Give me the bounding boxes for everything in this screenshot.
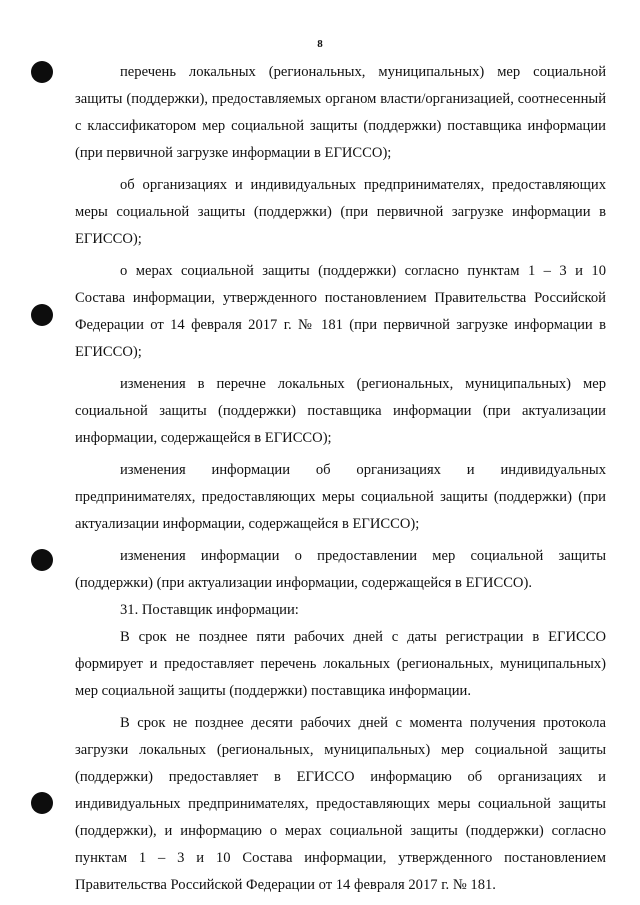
punch-hole-2 [31, 304, 53, 326]
paragraph-8: В срок не позднее пяти рабочих дней с даты регистрации в ЕГИССО формирует и предоставляет перечень локальных (региональных, муниципальных) мер социальной защиты (поддержки) поставщика информации. [75, 629, 606, 699]
document-body [75, 59, 606, 899]
page-number: 8 [317, 38, 323, 50]
paragraph-2: об организациях и индивидуальных предпринимателях, предоставляющих меры социальной защиты (поддержки) (при первичной загрузке информации в ЕГИССО); [75, 177, 606, 247]
paragraph-7: 31. Поставщик информации: [120, 602, 299, 618]
paragraph-6: изменения информации о предоставлении мер социальной защиты (поддержки) (при актуализации информации, содержащейся в ЕГИССО). [75, 548, 606, 591]
punch-hole-1 [31, 61, 53, 83]
punch-hole-3 [31, 549, 53, 571]
punch-hole-4 [31, 792, 53, 814]
paragraph-1: перечень локальных (региональных, муниципальных) мер социальной защиты (поддержки), предоставляемых органом власти/организацией, соотнесенный с классификатором мер социальной защиты (поддержки) поставщика информации (при первичной загрузке информации в ЕГИССО); [75, 64, 606, 161]
paragraph-3: о мерах социальной защиты (поддержки) согласно пунктам 1 – 3 и 10 Состава информации, утвержденного постановлением Правительства Российской Федерации от 14 февраля 2017 г. № 181 (при первичной загрузке информации в ЕГИССО); [75, 263, 606, 360]
paragraph-4: изменения в перечне локальных (региональных, муниципальных) мер социальной защиты (поддержки) поставщика информации (при актуализации информации, содержащейся в ЕГИССО); [75, 376, 606, 446]
paragraph-5: изменения информации об организациях и индивидуальных предпринимателях, предоставляющих меры социальной защиты (поддержки) (при актуализации информации, содержащейся в ЕГИССО); [75, 462, 606, 532]
paragraph-9: В срок не позднее десяти рабочих дней с момента получения протокола загрузки локальных (региональных, муниципальных) мер социальной защиты (поддержки) предоставляет в ЕГИССО информацию об организациях и индивидуальных предпринимателях, предоставляющих меры социальной защиты (поддержки), и информацию о мерах социальной защиты (поддержки) согласно пунктам 1 – 3 и 10 Состава информации, утвержденного постановлением Правительства Российской Федерации от 14 февраля 2017 г. № 181. [75, 715, 606, 893]
